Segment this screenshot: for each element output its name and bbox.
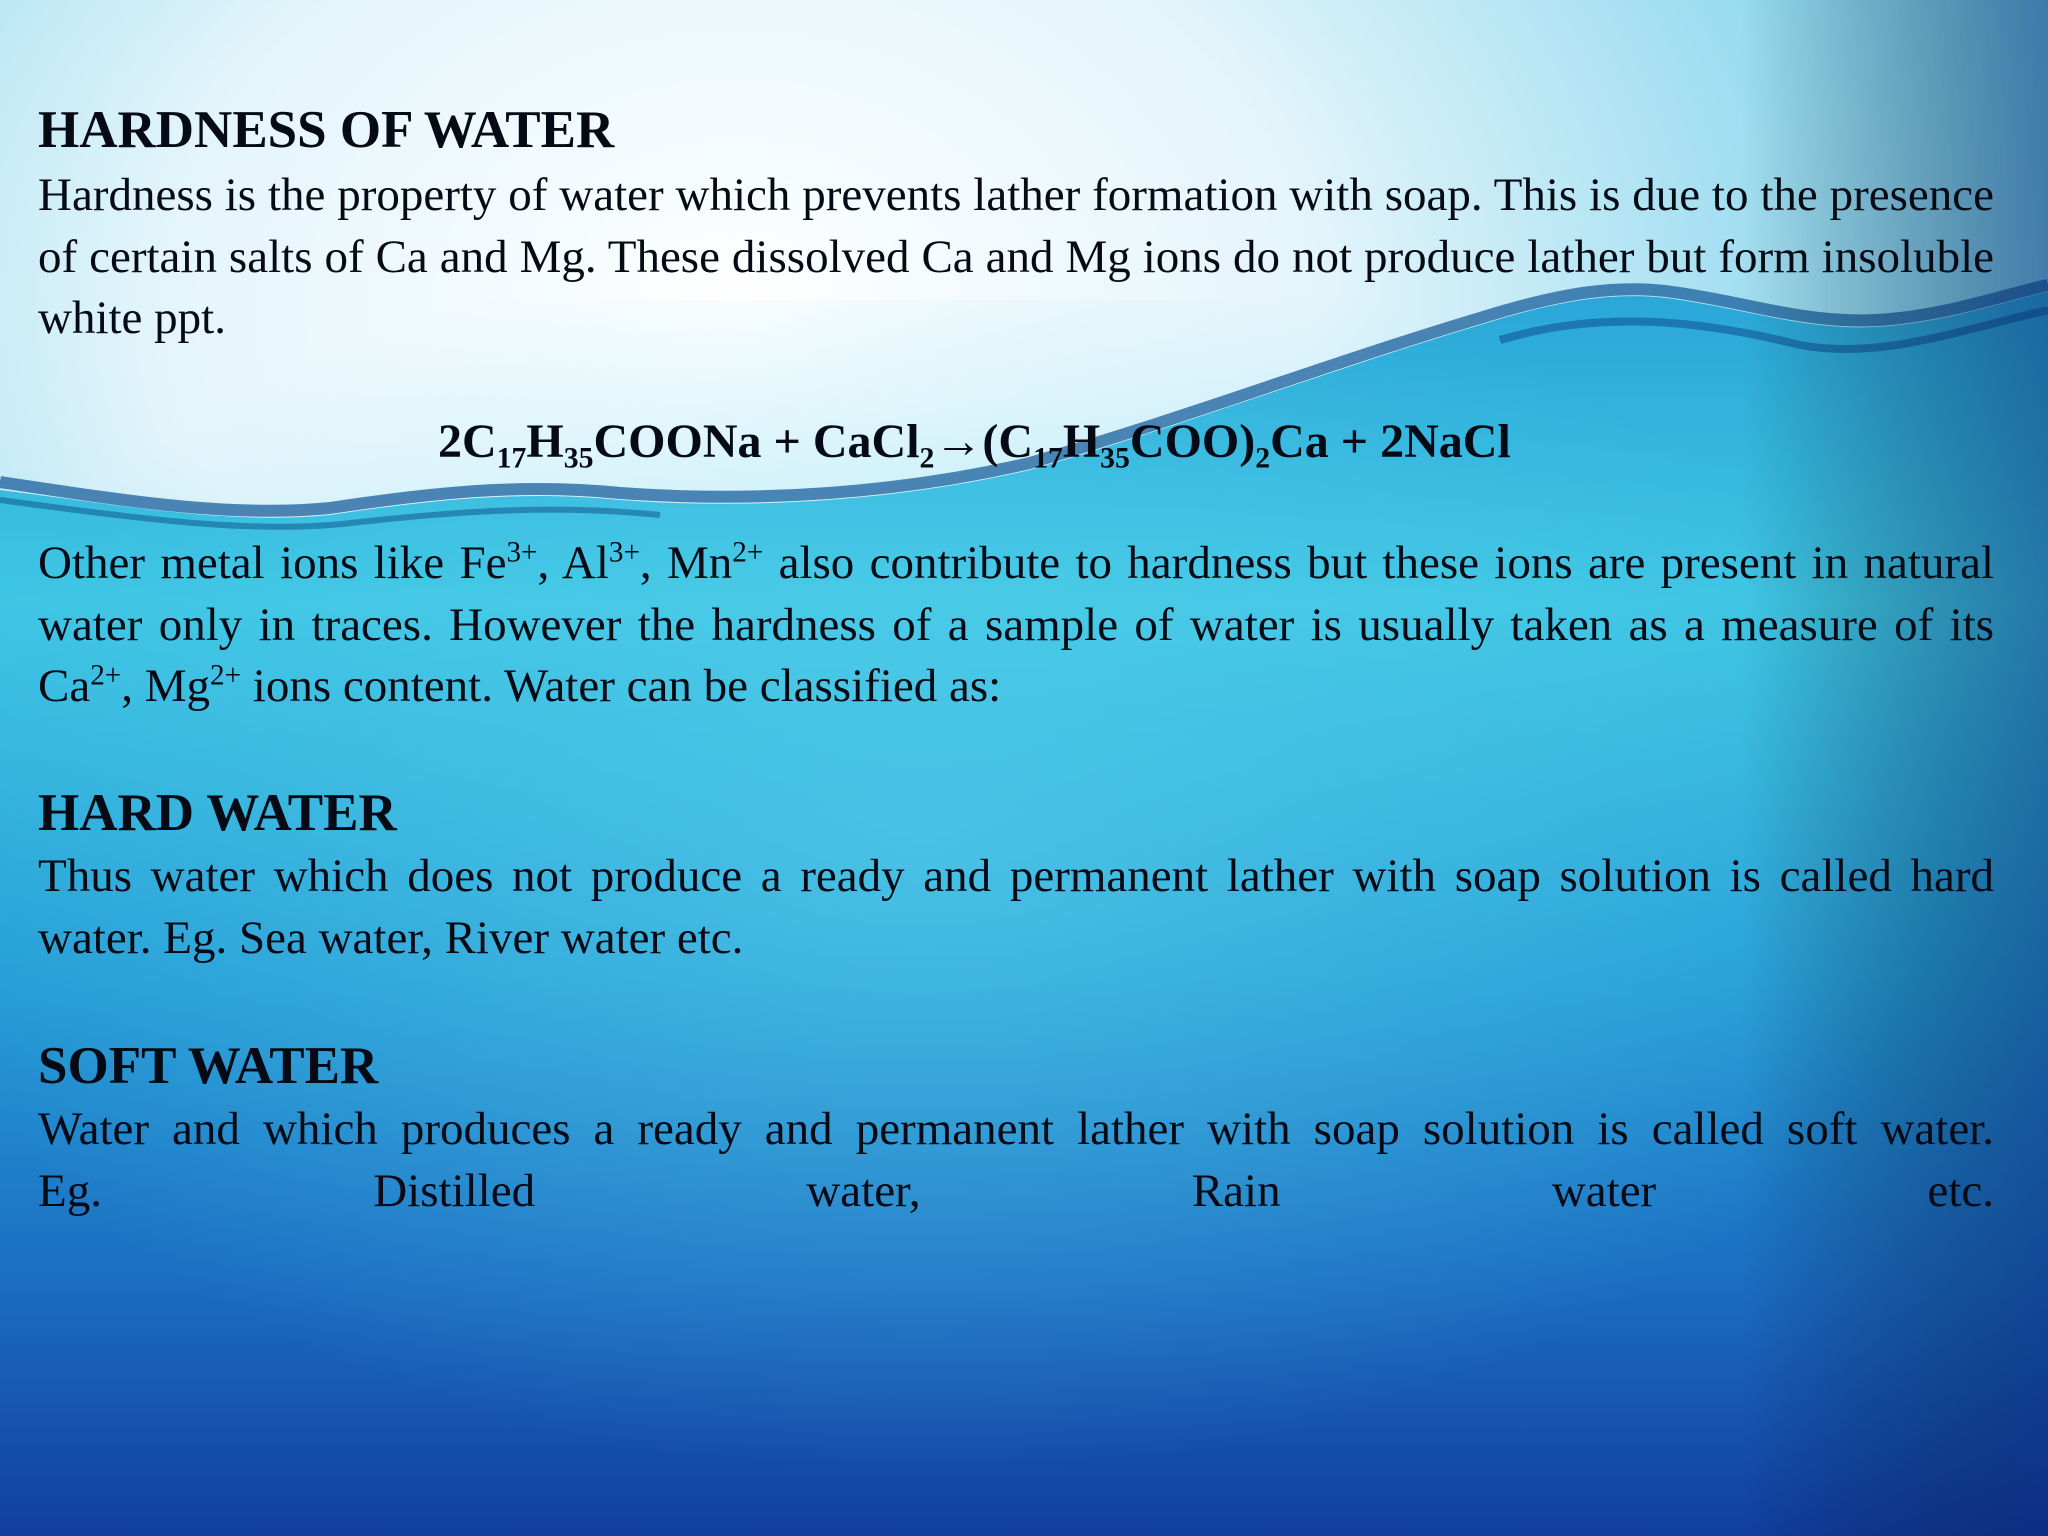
intro-paragraph: Hardness is the property of water which prevents lather formation with soap. This is due to the presence of certain salts of Ca and Mg. These dissolved Ca and Mg ions do not produce lather but form insoluble white ppt. — [38, 169, 1994, 344]
hard-water-heading: HARD WATER — [38, 784, 397, 842]
soft-water-heading: SOFT WATER — [38, 1037, 379, 1095]
soft-water-line-1: Water and which produces a ready and permanent lather with soap solution is called soft water. — [38, 1103, 1994, 1155]
soft-water-line-2: Eg. Distilled water, Rain water etc. — [38, 1164, 1994, 1217]
saponification-equation: $2C_{17}H_{35}COONa$ + $CaCl_2\to(C_{17}H_{35}COO)_2Ca$ + 2NaCl — [438, 415, 1511, 475]
hard-water-definition: Thus water which does not produce a ready and permanent lather with soap solution is called hard water. Eg. Sea water, River water etc. — [38, 850, 1994, 964]
slide-title: HARDNESS OF WATER — [38, 101, 615, 159]
metal-ions-paragraph: Other metal ions like $Fe^{3+}$, $Al^{3+}$, $Mn^{2+}$ also contribute to hardness but these ions are present in natural water only in traces. However the hardness of a sample of water is usually taken as a measure of its $Ca^{2+}$, $Mg^{2+}$ ions content. Water can be classified as: — [38, 536, 1995, 712]
soft-water-definition — [38, 1099, 1994, 1222]
